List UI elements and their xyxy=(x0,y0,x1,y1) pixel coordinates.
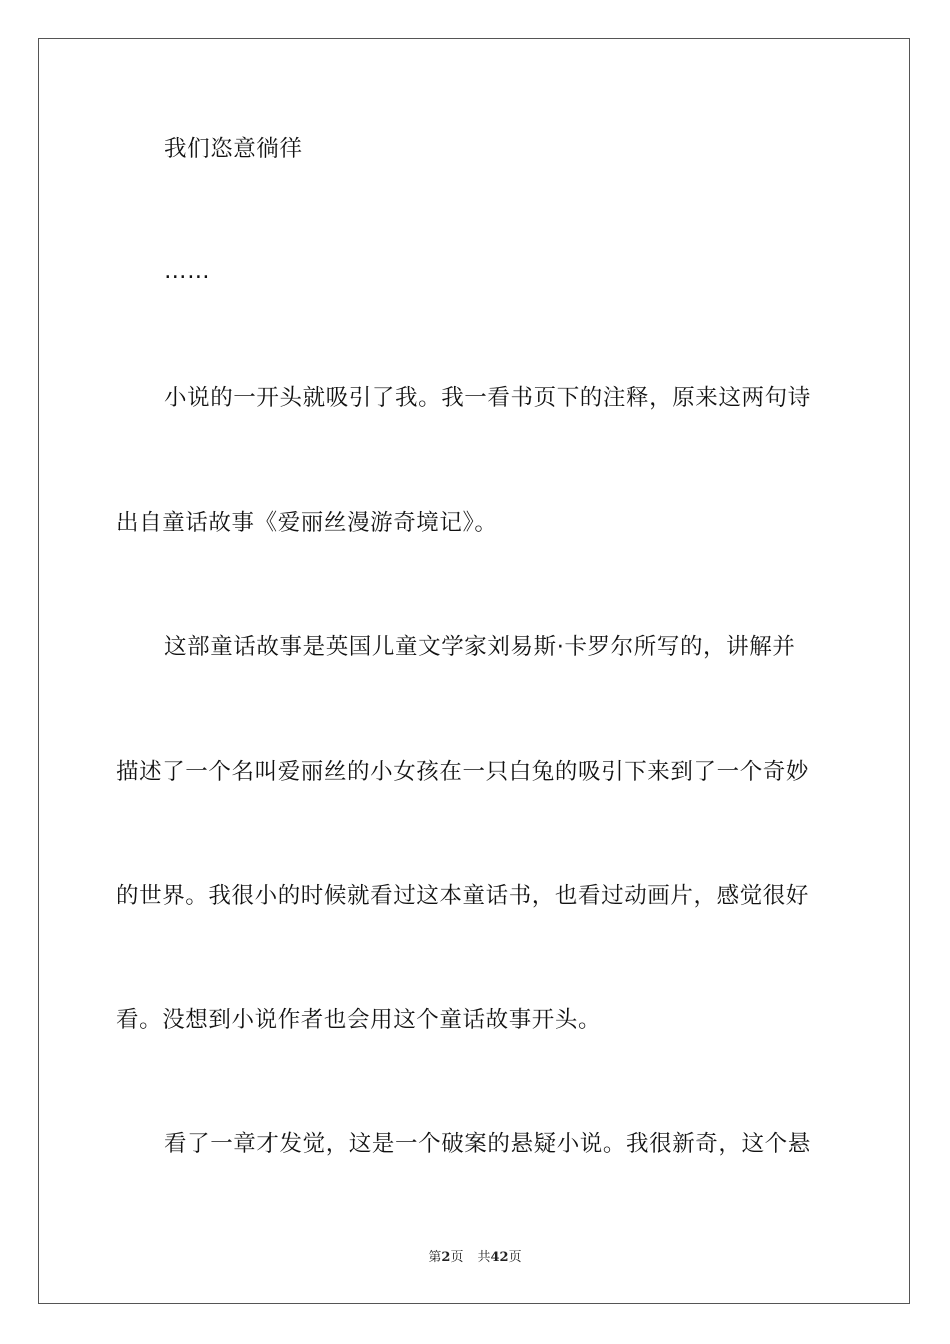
paragraph-2-line-1: 这部童话故事是英国儿童文学家刘易斯·卡罗尔所写的，讲解并 xyxy=(164,634,796,660)
text-line-1: 我们恣意徜徉 xyxy=(164,136,303,162)
paragraph-2-line-4: 看。没想到小说作者也会用这个童话故事开头。 xyxy=(116,1007,602,1033)
total-pages-number: 42 xyxy=(490,1250,509,1265)
page-suffix: 页 xyxy=(450,1250,464,1265)
page-footer xyxy=(0,1246,950,1265)
total-suffix: 页 xyxy=(508,1250,522,1265)
total-prefix: 共 xyxy=(477,1250,491,1265)
paragraph-2-line-3: 的世界。我很小的时候就看过这本童话书，也看过动画片，感觉很好 xyxy=(116,883,810,909)
page-border xyxy=(38,38,910,1304)
current-page-number: 2 xyxy=(441,1250,451,1265)
paragraph-1-line-1: 小说的一开头就吸引了我。我一看书页下的注释，原来这两句诗 xyxy=(164,385,811,411)
paragraph-3-line-1: 看了一章才发觉，这是一个破案的悬疑小说。我很新奇，这个悬 xyxy=(164,1131,811,1157)
paragraph-2-line-2: 描述了一个名叫爱丽丝的小女孩在一只白兔的吸引下来到了一个奇妙 xyxy=(116,759,810,785)
paragraph-1-line-2: 出自童话故事《爱丽丝漫游奇境记》。 xyxy=(116,510,498,536)
ellipsis-line: …… xyxy=(164,258,211,284)
page-prefix: 第 xyxy=(428,1250,442,1265)
